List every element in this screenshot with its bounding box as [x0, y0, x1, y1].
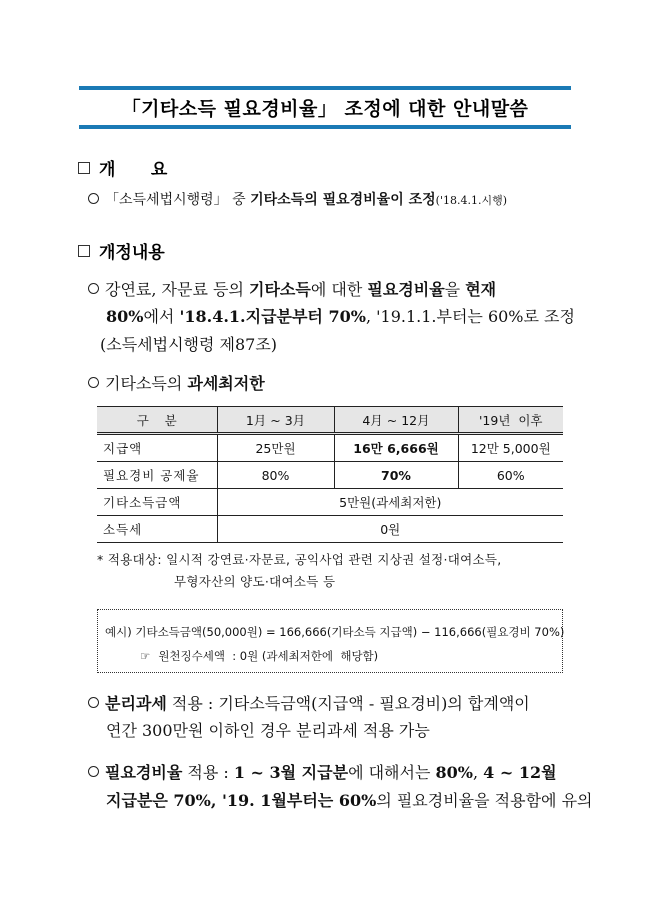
- header-cell: 1月 ~ 3月: [217, 407, 334, 434]
- text-bold: '18.4.1.지급분부터 70%: [179, 307, 366, 326]
- text: , '19.1.1.부터는 60%로 조정: [365, 307, 575, 326]
- table-cell: 60%: [458, 462, 563, 489]
- circle-bullet-icon: [88, 697, 99, 708]
- example-formula: 예시) 기타소득금액(50,000원) = 166,666(기타소득 지급액) − 116,666(필요경비 70%): [105, 625, 565, 639]
- changes-bullet-1-line-2: [106, 306, 575, 328]
- table-cell: 70%: [334, 462, 458, 489]
- text-bold: 지급분은 70%, '19. 1월부터는 60%: [106, 791, 377, 810]
- text: 을: [444, 280, 466, 299]
- separate-taxation-line-1: [88, 693, 530, 715]
- text-bold: 과세최저한: [187, 374, 265, 393]
- overview-bold: 기타소득의 필요경비율이 조정: [250, 192, 436, 208]
- table-cell: 16만 6,666원: [334, 434, 458, 462]
- tax-threshold-table: [97, 406, 563, 543]
- text: 에서: [143, 307, 180, 326]
- header-cell: '19년 이후: [458, 407, 563, 434]
- row-label: 기타소득금액: [97, 489, 217, 516]
- section-heading-text: 개정내용: [99, 243, 165, 263]
- text-bold: 필요경비율: [367, 280, 445, 299]
- expense-rate-line-2: [106, 790, 593, 812]
- section-heading-changes: [78, 238, 165, 263]
- circle-bullet-icon: [88, 193, 99, 204]
- square-bullet-icon: [78, 245, 90, 257]
- square-bullet-icon: [78, 162, 90, 174]
- row-label: 필요경비 공제율: [97, 462, 217, 489]
- table-row: [97, 462, 563, 489]
- text-bold: 80%: [106, 307, 144, 326]
- text-bold: 분리과세: [105, 694, 167, 713]
- text-bold: 1 ~ 3월 지급분: [233, 763, 349, 782]
- circle-bullet-icon: [88, 766, 99, 777]
- table-row: [97, 434, 563, 462]
- title-banner: [79, 86, 571, 129]
- text-bold: 현재: [465, 280, 497, 299]
- row-label: 소득세: [97, 516, 217, 543]
- circle-bullet-icon: [88, 377, 99, 388]
- text: 에 대해서는: [348, 763, 436, 782]
- expense-rate-line-1: [88, 762, 557, 784]
- table-cell-merged: 0원: [217, 516, 563, 543]
- text: 에 대한: [310, 280, 368, 299]
- section-heading-text: 개 요: [99, 160, 168, 180]
- table-row: [97, 516, 563, 543]
- overview-bullet: [88, 189, 507, 212]
- text: 기타소득의: [105, 374, 188, 393]
- table-cell: 80%: [217, 462, 334, 489]
- text: 의 필요경비율을 적용함에 유의: [376, 791, 593, 810]
- table-header-row: [97, 407, 563, 434]
- text: 적용 : 기타소득금액(지급액 - 필요경비)의 합계액이: [166, 694, 530, 713]
- applicable-note-line-1: * 적용대상: 일시적 강연료·자문료, 공익사업 관련 지상권 설정·대여소득,: [97, 552, 502, 567]
- header-cell: 4月 ~ 12月: [334, 407, 458, 434]
- changes-bullet-1-line-3: (소득세법시행령 제87조): [100, 335, 278, 354]
- circle-bullet-icon: [88, 283, 99, 294]
- separate-taxation-line-2: 연간 300만원 이하인 경우 분리과세 적용 가능: [106, 721, 430, 740]
- applicable-note-line-2: 무형자산의 양도·대여소득 등: [174, 574, 336, 589]
- pointing-hand-icon: ☞: [140, 649, 151, 663]
- overview-suffix: ('18.4.1.시행): [435, 194, 507, 207]
- text-bold: 80%: [435, 763, 473, 782]
- table-cell: 12만 5,000원: [458, 434, 563, 462]
- text: ,: [472, 763, 484, 782]
- example-result: [140, 648, 378, 664]
- section-heading-overview: [78, 155, 167, 180]
- document-title: 「기타소득 필요경비율」 조정에 대한 안내말씀: [121, 98, 529, 120]
- example-box: [97, 609, 563, 673]
- header-cell: 구 분: [97, 407, 217, 434]
- text-bold: 기타소득: [249, 280, 311, 299]
- text: 적용 :: [182, 763, 234, 782]
- table-cell-merged: 5만원(과세최저한): [217, 489, 563, 516]
- row-label: 지급액: [97, 434, 217, 462]
- changes-bullet-1-line-1: [88, 279, 496, 301]
- text-bold: 4 ~ 12월: [483, 763, 557, 782]
- changes-bullet-2: [88, 373, 265, 395]
- text-bold: 필요경비율: [105, 763, 183, 782]
- table-cell: 25만원: [217, 434, 334, 462]
- overview-prefix: 「소득세법시행령」 중: [105, 192, 251, 208]
- text: 강연료, 자문료 등의: [105, 280, 249, 299]
- text: 원천징수세액 : 0원 (과세최저한에 해당함): [158, 649, 379, 663]
- table-row: [97, 489, 563, 516]
